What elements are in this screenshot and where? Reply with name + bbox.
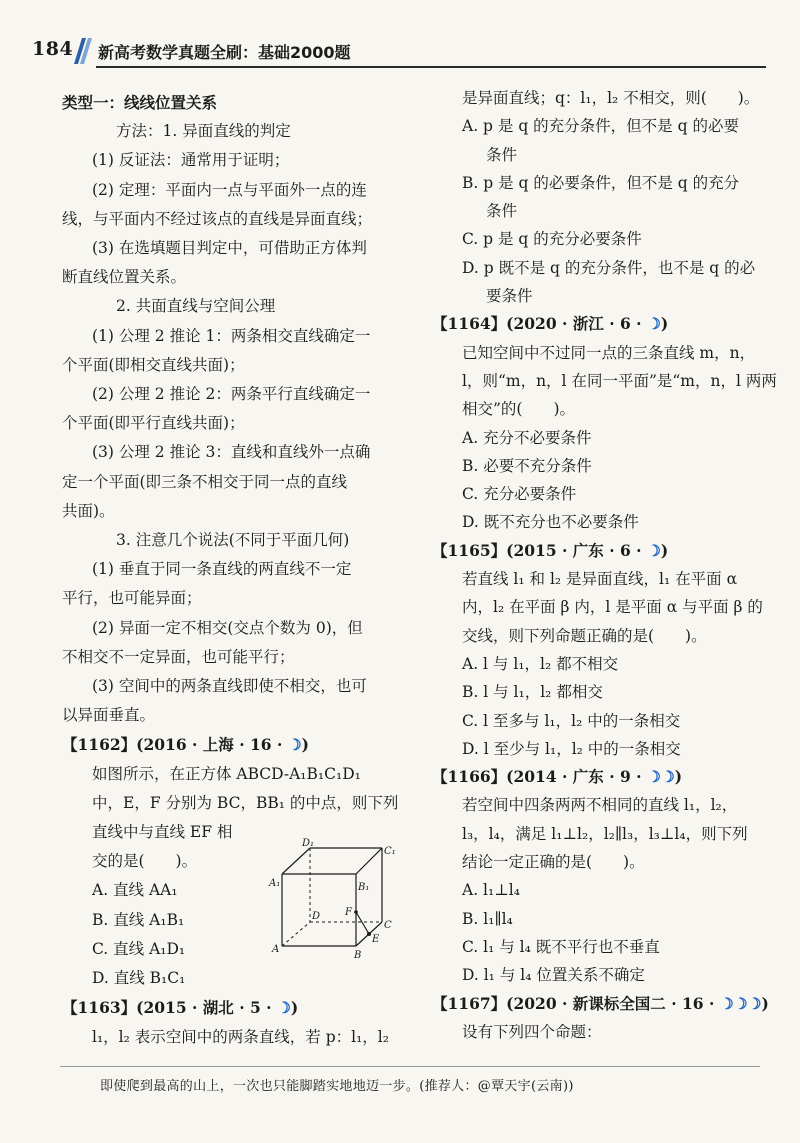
text-line — [432, 84, 784, 112]
line-text: 条件 — [486, 145, 518, 164]
line-text: C. 直线 A₁D₁ — [92, 939, 186, 958]
text-line — [62, 497, 422, 526]
label-F: F — [345, 907, 352, 918]
text-line — [62, 322, 422, 351]
line-text: (2) 异面一定不相交(交点个数为 0)，但 — [92, 618, 363, 637]
line-text: 定一个平面(即三条不相交于同一点的直线 — [62, 472, 348, 491]
line-text: 共面)。 — [62, 501, 115, 520]
line-text: 若空间中四条两两不相同的直线 l₁，l₂， — [462, 796, 738, 815]
cube-figure — [268, 836, 398, 966]
line-text: D. 既不充分也不必要条件 — [462, 513, 639, 532]
footer-quote: 即使爬到最高的山上，一次也只能脚踏实地地迈一步。(推荐人：@覃天宇(云南)) — [100, 1079, 574, 1094]
line-text: C. l 至多与 l₁，l₂ 中的一条相交 — [462, 711, 681, 730]
line-text: D. l₁ 与 l₄ 位置关系不确定 — [462, 966, 645, 985]
text-line — [62, 1023, 422, 1052]
line-text: l₁，l₂ 表示空间中的两条直线，若 p：l₁，l₂ — [92, 1027, 389, 1046]
text-line — [432, 282, 784, 310]
problem-heading — [62, 730, 422, 759]
line-text: 个平面(即平行直线共面)； — [62, 414, 245, 433]
line-text: 条件 — [486, 202, 518, 221]
label-A: A — [272, 944, 280, 955]
line-text: D. p 既不是 q 的充分条件，也不是 q 的必 — [462, 258, 756, 277]
text-line — [62, 555, 422, 584]
line-text: A. 充分不必要条件 — [462, 428, 592, 447]
line-text: 3. 注意几个说法(不同于平面几何) — [116, 531, 350, 550]
text-line — [432, 367, 784, 395]
difficulty-moon-icon: ☽☽ — [646, 767, 675, 787]
line-text: B. 直线 A₁B₁ — [92, 910, 185, 929]
line-text: B. 必要不充分条件 — [462, 456, 592, 475]
line-text: 【1165】(2015 · 广东 · 6 · — [432, 540, 647, 560]
text-line — [432, 424, 784, 452]
line-text: B. p 是 q 的必要条件，但不是 q 的充分 — [462, 173, 740, 192]
label-D1: D₁ — [302, 838, 315, 849]
line-text: A. 直线 AA₁ — [92, 881, 178, 900]
line-text: (1) 公理 2 推论 1：两条相交直线确定一 — [92, 326, 371, 345]
text-line — [62, 234, 422, 263]
label-C1: C₁ — [384, 846, 396, 857]
line-text: l₃，l₄，满足 l₁⊥l₂，l₂∥l₃，l₃⊥l₄，则下列 — [462, 824, 748, 843]
line-text: (1) 反证法：通常用于证明； — [92, 151, 290, 170]
text-line — [432, 452, 784, 480]
text-line — [432, 961, 784, 989]
text-line — [432, 622, 784, 650]
text-line — [62, 643, 422, 672]
line-text: 方法：1. 异面直线的判定 — [116, 122, 291, 141]
difficulty-moon-icon: ☽ — [276, 998, 291, 1018]
text-line — [62, 380, 422, 409]
line-text: (3) 公理 2 推论 3：直线和直线外一点确 — [92, 443, 371, 462]
text-line — [62, 146, 422, 175]
line-text: 类型一：线线位置关系 — [62, 93, 218, 112]
line-text: (1) 垂直于同一条直线的两直线不一定 — [92, 560, 352, 579]
text-line — [432, 197, 784, 225]
text-line — [432, 848, 784, 876]
text-line — [432, 395, 784, 423]
line-text: A. l 与 l₁，l₂ 都不相交 — [462, 654, 619, 673]
line-text: 相交”的( )。 — [462, 400, 576, 419]
text-line — [432, 254, 784, 282]
text-line — [62, 88, 422, 117]
text-line — [432, 565, 784, 593]
label-B: B — [354, 950, 362, 961]
line-text: 平行，也可能异面； — [62, 589, 202, 608]
closing-paren: ) — [660, 540, 669, 560]
line-text: C. 充分必要条件 — [462, 485, 577, 504]
problem-heading — [432, 310, 784, 338]
line-text: 已知空间中不过同一点的三条直线 m，n， — [462, 343, 756, 362]
text-line — [432, 112, 784, 140]
line-text: 直线中与直线 EF 相 — [92, 823, 233, 842]
line-text: 断直线位置关系。 — [62, 268, 187, 287]
footer-rule — [60, 1066, 760, 1067]
line-text: 不相交不一定异面，也可能平行； — [62, 647, 295, 666]
line-text: 【1162】(2016 · 上海 · 16 · — [62, 735, 288, 755]
line-text: 设有下列四个命题： — [462, 1022, 602, 1041]
line-text: 以异面垂直。 — [62, 706, 156, 725]
line-text: 若直线 l₁ 和 l₂ 是异面直线，l₁ 在平面 α — [462, 570, 738, 589]
right-column — [432, 84, 784, 1046]
book-title: 新高考数学真题全刷：基础2000题 — [98, 43, 351, 62]
closing-paren: ) — [674, 767, 683, 787]
line-text: 如图所示，在正方体 ABCD-A₁B₁C₁D₁ — [92, 764, 361, 783]
text-line — [432, 735, 784, 763]
problem-heading — [432, 763, 784, 791]
text-line — [62, 789, 422, 818]
label-A1: A₁ — [269, 878, 281, 889]
text-line — [432, 905, 784, 933]
text-line — [432, 650, 784, 678]
line-text: 中，E，F 分别为 BC，BB₁ 的中点，则下列 — [92, 793, 399, 812]
text-line — [62, 351, 422, 380]
text-line — [432, 707, 784, 735]
line-text: 交的是( )。 — [92, 852, 198, 871]
line-text: 是异面直线；q：l₁，l₂ 不相交，则( )。 — [462, 89, 760, 107]
difficulty-moon-icon: ☽☽☽ — [719, 993, 762, 1013]
difficulty-moon-icon: ☽ — [646, 540, 661, 560]
closing-paren: ) — [301, 735, 309, 755]
text-line — [432, 593, 784, 621]
header-rule — [96, 66, 766, 68]
line-text: B. l 与 l₁，l₂ 都相交 — [462, 683, 603, 702]
line-text: 【1167】(2020 · 新课标全国二 · 16 · — [432, 993, 720, 1013]
closing-paren: ) — [660, 314, 669, 334]
line-text: (3) 空间中的两条直线即使不相交，也可 — [92, 677, 367, 696]
text-line — [62, 701, 422, 730]
text-line — [62, 964, 422, 993]
text-line — [62, 263, 422, 292]
label-B1: B₁ — [358, 882, 370, 893]
text-line — [62, 438, 422, 467]
text-line — [62, 526, 422, 555]
line-text: 线，与平面内不经过该点的直线是异面直线； — [62, 209, 373, 228]
line-text: C. p 是 q 的充分必要条件 — [462, 230, 642, 249]
text-line — [432, 480, 784, 508]
line-text: 【1166】(2014 · 广东 · 9 · — [432, 767, 647, 787]
text-line — [432, 791, 784, 819]
text-line — [432, 820, 784, 848]
line-text: D. 直线 B₁C₁ — [92, 969, 186, 988]
page-header — [0, 0, 800, 80]
text-line — [62, 205, 422, 234]
text-line — [62, 117, 422, 146]
text-line — [62, 409, 422, 438]
line-text: 【1164】(2020 · 浙江 · 6 · — [432, 314, 647, 334]
text-line — [432, 933, 784, 961]
text-line — [432, 141, 784, 169]
label-E: E — [372, 934, 380, 945]
text-line — [432, 169, 784, 197]
text-line — [432, 339, 784, 367]
line-text: B. l₁∥l₄ — [462, 909, 513, 928]
page-number: 184 — [32, 38, 74, 60]
line-text: A. p 是 q 的充分条件，但不是 q 的必要 — [462, 117, 739, 136]
problem-heading — [62, 993, 422, 1022]
book-logo-icon — [64, 34, 96, 66]
line-text: 要条件 — [486, 287, 533, 306]
line-text: (3) 在选填题目判定中，可借助正方体判 — [92, 239, 367, 258]
label-C: C — [384, 920, 392, 931]
text-line — [432, 876, 784, 904]
closing-paren: ) — [290, 998, 299, 1018]
text-line — [62, 584, 422, 613]
line-text: 结论一定正确的是( )。 — [462, 853, 645, 872]
text-line — [62, 614, 422, 643]
line-text: 2. 共面直线与空间公理 — [116, 297, 276, 316]
line-text: 个平面(即相交直线共面)； — [62, 355, 245, 374]
text-line — [62, 292, 422, 321]
text-line — [432, 1018, 784, 1046]
text-line — [432, 225, 784, 253]
line-text: D. l 至少与 l₁，l₂ 中的一条相交 — [462, 739, 681, 758]
text-line — [62, 176, 422, 205]
text-line — [432, 508, 784, 536]
line-text: l，则“m，n，l 在同一平面”是“m，n，l 两两 — [462, 371, 777, 390]
line-text: 内，l₂ 在平面 β 内，l 是平面 α 与平面 β 的 — [462, 598, 763, 617]
problem-heading — [432, 537, 784, 565]
line-text: C. l₁ 与 l₄ 既不平行也不垂直 — [462, 937, 660, 956]
line-text: 【1163】(2015 · 湖北 · 5 · — [62, 998, 277, 1018]
label-D: D — [312, 911, 321, 922]
problem-heading — [432, 990, 784, 1018]
line-text: (2) 定理：平面内一点与平面外一点的连 — [92, 180, 367, 199]
text-line — [62, 672, 422, 701]
line-text: 交线，则下列命题正确的是( )。 — [462, 626, 707, 645]
line-text: (2) 公理 2 推论 2：两条平行直线确定一 — [92, 385, 371, 404]
text-line — [62, 468, 422, 497]
text-line — [432, 678, 784, 706]
closing-paren: ) — [761, 993, 769, 1013]
text-line — [62, 760, 422, 789]
difficulty-moon-icon: ☽ — [287, 735, 302, 755]
difficulty-moon-icon: ☽ — [646, 314, 661, 334]
line-text: A. l₁⊥l₄ — [462, 881, 520, 900]
